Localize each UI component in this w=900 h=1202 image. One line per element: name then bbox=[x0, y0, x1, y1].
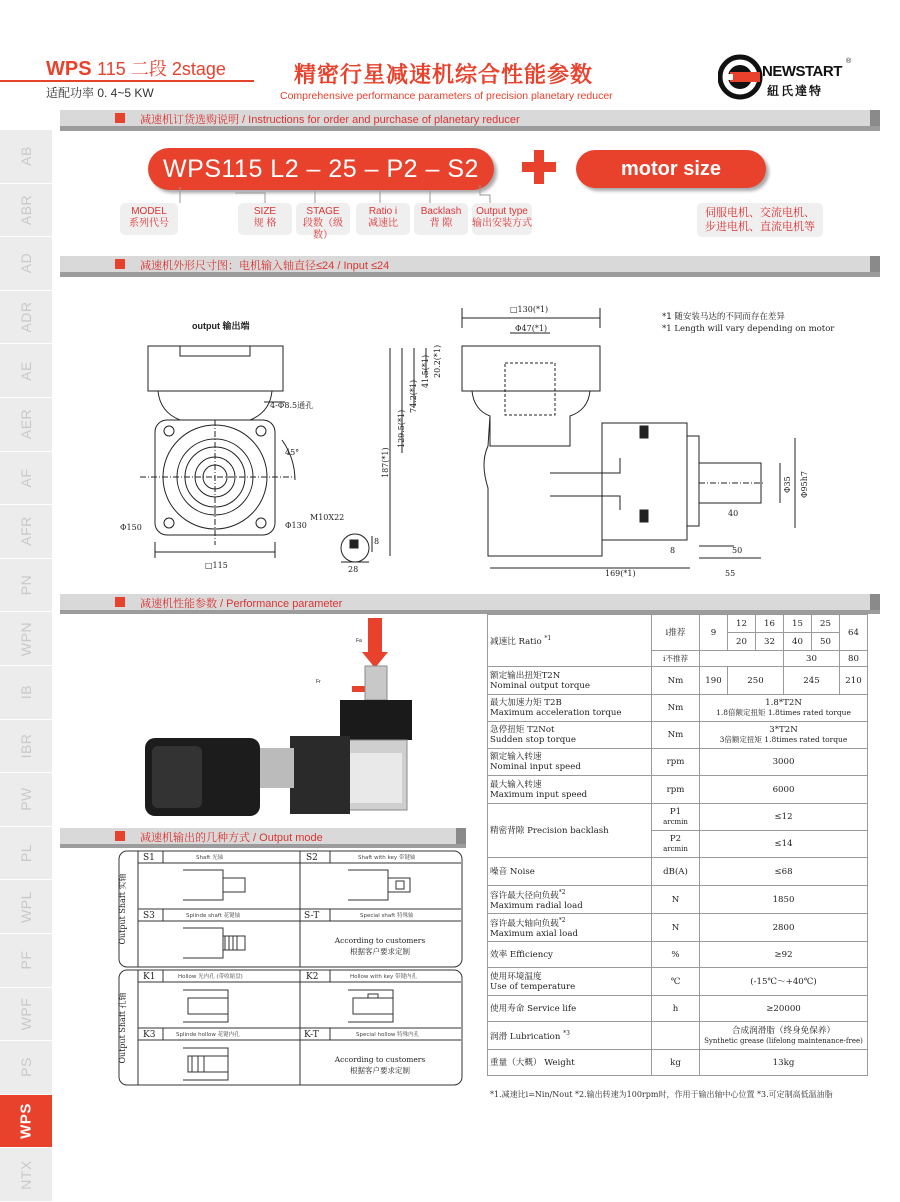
series-tab-af[interactable] bbox=[0, 452, 52, 506]
noise-value: ≤68 bbox=[700, 858, 868, 886]
ratio-16: 16 bbox=[756, 615, 784, 633]
row-axial-load bbox=[488, 914, 652, 942]
dim-129-5: 129.5(*1) bbox=[397, 409, 406, 448]
ratio-9: 9 bbox=[700, 615, 728, 651]
mode-st: S-T bbox=[304, 911, 320, 921]
stop-value: 3*T2N bbox=[769, 725, 798, 735]
dim-187: 187(*1) bbox=[381, 447, 390, 478]
ratio-80: 80 bbox=[840, 651, 868, 667]
row-nominal-speed bbox=[488, 749, 652, 776]
code-stage-en: STAGE bbox=[306, 206, 340, 217]
temp-en: Use of temperature bbox=[490, 981, 576, 992]
series-tab-label: AF bbox=[18, 468, 34, 488]
series-tab-adr[interactable] bbox=[0, 291, 52, 345]
nominal-speed-value: 3000 bbox=[700, 749, 868, 776]
key-dim-28: 28 bbox=[348, 565, 359, 574]
dim-41-5: 41.5(*1) bbox=[421, 354, 430, 388]
lube-en: Synthetic grease (lifelong maintenance-free) bbox=[704, 1036, 863, 1045]
square115-dim: □115 bbox=[205, 561, 228, 570]
square130-dim: □130(*1) bbox=[510, 305, 549, 314]
code-ratio-cn: 减速比 bbox=[368, 218, 398, 229]
series-tab-label: PF bbox=[18, 950, 34, 970]
series-tab-afr[interactable] bbox=[0, 505, 52, 559]
row-temperature bbox=[488, 968, 652, 996]
stop-torque-en: Sudden stop torque bbox=[490, 735, 576, 745]
accel-torque-value bbox=[700, 695, 868, 722]
output-end-label: output 输出端 bbox=[192, 321, 250, 331]
max-speed-en: Maximum input speed bbox=[490, 789, 588, 800]
code-backlash bbox=[414, 203, 468, 235]
code-backlash-en: Backlash bbox=[420, 206, 462, 217]
backlash-p1-value: ≤12 bbox=[700, 804, 868, 831]
i-recommended: i推荐 bbox=[652, 615, 700, 651]
backlash-label: 精密背隙 Precision backlash bbox=[488, 804, 652, 858]
section-shadow bbox=[60, 126, 880, 131]
unit-kg: kg bbox=[652, 1050, 700, 1076]
life-value: ≥20000 bbox=[700, 996, 868, 1022]
mode-k1: K1 bbox=[143, 972, 156, 982]
ratio-32: 32 bbox=[756, 633, 784, 651]
series-tab-label: ABR bbox=[18, 194, 34, 226]
plus-icon bbox=[522, 150, 556, 184]
series-tab-label: PN bbox=[18, 574, 34, 596]
axial-label: Fa bbox=[356, 638, 362, 644]
ratio-64: 64 bbox=[840, 615, 868, 651]
series-tab-pw[interactable] bbox=[0, 773, 52, 827]
row-accel-torque bbox=[488, 695, 652, 722]
model-heading: WPS 115 二段 2stage bbox=[46, 58, 226, 80]
accel-sub: 1.8倍额定扭矩 1.8times rated torque bbox=[716, 708, 851, 717]
series-tab-label: AFR bbox=[18, 516, 34, 547]
motor-size-pill: motor size bbox=[576, 150, 766, 188]
torque-250: 250 bbox=[728, 667, 784, 695]
ratio-50: 50 bbox=[812, 633, 840, 651]
series-tab-label: WPN bbox=[18, 621, 34, 656]
series-tab-label: AE bbox=[18, 360, 34, 381]
lube-cn: 合成润滑脂（终身免保养） bbox=[731, 1025, 836, 1036]
code-stage bbox=[296, 203, 350, 241]
mode-s3-desc: Splinde shaft 花键轴 bbox=[186, 913, 241, 919]
unit-empty bbox=[652, 1022, 700, 1050]
section-shadow bbox=[60, 272, 880, 277]
dim-55: 55 bbox=[725, 569, 736, 578]
ratio-text: 减速比 Ratio bbox=[490, 636, 542, 647]
unit-percent: % bbox=[652, 942, 700, 968]
mode-k1-desc: Hollow 光内孔 (带收缩盘) bbox=[178, 974, 243, 980]
dim-74-2: 74.2(*1) bbox=[409, 379, 418, 413]
series-tab-ib[interactable] bbox=[0, 666, 52, 720]
thread-dim: M10X22 bbox=[310, 513, 345, 522]
series-tab-wpn[interactable] bbox=[0, 612, 52, 666]
series-tab-pn[interactable] bbox=[0, 559, 52, 613]
code-output-en: Output type bbox=[476, 206, 528, 217]
section-order-bar bbox=[60, 110, 880, 126]
accel-torque-en: Maximum acceleration torque bbox=[490, 708, 622, 718]
series-tab-ibr[interactable] bbox=[0, 720, 52, 774]
output-mode-diagram bbox=[118, 850, 463, 1086]
p1-label: P1 bbox=[669, 807, 682, 817]
series-tab-pf[interactable] bbox=[0, 934, 52, 988]
header-rule bbox=[0, 80, 254, 82]
temp-cn: 使用环境温度 bbox=[490, 971, 542, 982]
series-tab-label: AER bbox=[18, 409, 34, 440]
code-model-cn: 系列代号 bbox=[129, 218, 169, 229]
ratio-15: 15 bbox=[784, 615, 812, 633]
unit-dba: dB(A) bbox=[652, 858, 700, 886]
stop-sub: 3倍额定扭矩 1.8times rated torque bbox=[719, 735, 848, 744]
phi130-dim: Φ130 bbox=[285, 521, 307, 530]
series-tab-label: PW bbox=[18, 787, 34, 812]
row-max-speed bbox=[488, 776, 652, 804]
radial-label: Fr bbox=[316, 679, 321, 685]
logo-wordmark: NEWSTART bbox=[762, 63, 842, 80]
mode-s2-desc: Shaft with key 带键轴 bbox=[358, 855, 416, 861]
power-range: 适配功率 0. 4~5 KW bbox=[46, 86, 154, 100]
mode-kt-desc: Special hollow 特殊内孔 bbox=[356, 1032, 420, 1038]
ratio-30: 30 bbox=[784, 651, 840, 667]
stop-torque-cn: 急停扭矩 T2Not bbox=[490, 725, 555, 735]
phi150-dim: Φ150 bbox=[120, 523, 142, 532]
axial-value: 2800 bbox=[700, 914, 868, 942]
custom-cn-1: 根据客户要求定制 bbox=[350, 947, 410, 956]
mode-k2: K2 bbox=[306, 972, 319, 982]
phi47-dim: Φ47(*1) bbox=[515, 324, 548, 333]
series-tab-wps[interactable] bbox=[0, 1095, 52, 1149]
noise-label: 噪音 Noise bbox=[488, 858, 652, 886]
mode-k3-desc: Splinde hollow 花键内孔 bbox=[176, 1032, 240, 1038]
torque-190: 190 bbox=[700, 667, 728, 695]
ratio-note: *1 bbox=[544, 635, 552, 643]
backlash-p2-value: ≤14 bbox=[700, 831, 868, 858]
model-code-pill: WPS115 L2 – 25 – P2 – S2 bbox=[148, 148, 494, 190]
motor-types-line1: 伺服电机、交流电机、 bbox=[705, 207, 815, 219]
unit-celsius: ℃ bbox=[652, 968, 700, 996]
motor-types-box bbox=[697, 203, 823, 237]
unit-rpm: rpm bbox=[652, 776, 700, 804]
nominal-torque-en: Nominal output torque bbox=[490, 680, 590, 691]
ratio-20: 20 bbox=[728, 633, 756, 651]
code-model-en: MODEL bbox=[131, 206, 167, 217]
series-tab-ps[interactable] bbox=[0, 1041, 52, 1095]
lube-label: 润滑 Lubrication bbox=[490, 1031, 561, 1042]
logo-registered: ® bbox=[846, 58, 852, 65]
unit-n: N bbox=[652, 914, 700, 942]
ratio-40: 40 bbox=[784, 633, 812, 651]
performance-table bbox=[487, 614, 868, 1076]
radial-cn: 容许最大径向负载 bbox=[490, 890, 559, 901]
mode-s3: S3 bbox=[143, 911, 155, 921]
section-output-bar bbox=[60, 828, 466, 844]
torque-245: 245 bbox=[784, 667, 840, 695]
custom-cn-2: 根据客户要求定制 bbox=[350, 1066, 410, 1075]
code-ratio-en: Ratio i bbox=[368, 206, 398, 217]
axial-cn: 容许最大轴向负载 bbox=[490, 918, 559, 929]
phi95-dim: Φ95h7 bbox=[800, 471, 809, 498]
lube-value bbox=[700, 1022, 868, 1050]
mode-s1: S1 bbox=[143, 853, 155, 863]
dim-169: 169(*1) bbox=[605, 569, 636, 578]
page-title-en: Comprehensive performance parameters of precision planetary reducer bbox=[280, 90, 613, 102]
code-stage-cn: 段数（级数） bbox=[303, 218, 343, 241]
series-tab-wpl[interactable] bbox=[0, 880, 52, 934]
series-tab-wpf[interactable] bbox=[0, 988, 52, 1042]
series-tab-column bbox=[0, 130, 52, 1202]
section-output-title: 减速机输出的几种方式 / Output mode bbox=[140, 832, 323, 844]
axial-en: Maximum axial load bbox=[490, 928, 578, 939]
series-tab-ntx[interactable] bbox=[0, 1148, 52, 1202]
backlash-p1 bbox=[652, 804, 700, 831]
unit-n: N bbox=[652, 886, 700, 914]
series-tab-label: WPL bbox=[18, 890, 34, 923]
nominal-speed-cn: 额定输入转速 bbox=[490, 752, 542, 762]
custom-en-1: According to customers bbox=[334, 936, 426, 945]
code-output-cn: 输出安装方式 bbox=[472, 218, 532, 229]
group-solid-shaft: Output Shaft 实轴 bbox=[118, 873, 127, 945]
note-cn: *1 随安装马达的不同而存在差异 bbox=[662, 312, 785, 322]
ratio-25: 25 bbox=[812, 615, 840, 633]
dim-8: 8 bbox=[670, 546, 676, 555]
torque-210: 210 bbox=[840, 667, 868, 695]
temp-value: (-15℃～+40℃) bbox=[700, 968, 868, 996]
unit-rpm: rpm bbox=[652, 749, 700, 776]
section-perf-title: 减速机性能参数 / Performance parameter bbox=[140, 598, 343, 610]
nominal-speed-en: Nominal input speed bbox=[490, 762, 581, 772]
page-title-cn: 精密行星减速机综合性能参数 bbox=[294, 62, 594, 87]
series-tab-ab[interactable] bbox=[0, 130, 52, 184]
section-shadow bbox=[60, 844, 466, 848]
side-view-drawing bbox=[370, 298, 820, 578]
section-dims-title: 减速机外形尺寸图：电机输入轴直径≤24 / Input ≤24 bbox=[140, 260, 390, 272]
mode-st-desc: Special shaft 特殊轴 bbox=[360, 913, 414, 919]
code-output bbox=[472, 203, 532, 235]
lube-note: *3 bbox=[563, 1030, 570, 1038]
life-label: 使用寿命 Service life bbox=[488, 996, 652, 1022]
code-backlash-cn: 背 隙 bbox=[429, 218, 453, 229]
hole-dim: 4-Φ8.5通孔 bbox=[270, 401, 314, 410]
weight-value: 13kg bbox=[700, 1050, 868, 1076]
code-model bbox=[120, 203, 178, 235]
unit-nm: Nm bbox=[652, 667, 700, 695]
custom-en-2: According to customers bbox=[334, 1055, 426, 1064]
backlash-p2 bbox=[652, 831, 700, 858]
series-tab-abr[interactable] bbox=[0, 184, 52, 238]
row-radial-load bbox=[488, 886, 652, 914]
series-tab-label: AB bbox=[18, 146, 34, 167]
motor-types-line2: 步进电机、直流电机等 bbox=[705, 221, 815, 233]
series-tab-aer[interactable] bbox=[0, 398, 52, 452]
section-order-title: 减速机订货选购说明 / Instructions for order and purchase of planetary reducer bbox=[140, 114, 520, 126]
i-not-recommended: i不推荐 bbox=[652, 651, 700, 667]
row-nominal-torque bbox=[488, 667, 652, 695]
radial-note: *2 bbox=[558, 889, 566, 897]
mode-k2-desc: Hollow with key 带键内孔 bbox=[350, 974, 417, 980]
arcmin-unit: arcmin bbox=[663, 818, 688, 826]
unit-h: h bbox=[652, 996, 700, 1022]
series-tab-label: ADR bbox=[18, 301, 34, 333]
mode-kt: K-T bbox=[304, 1030, 319, 1040]
axial-note: *2 bbox=[558, 917, 566, 925]
accel-torque-cn: 最大加速力矩 T2B bbox=[490, 698, 562, 708]
max-speed-value: 6000 bbox=[700, 776, 868, 804]
dim-50: 50 bbox=[732, 546, 743, 555]
p2-label: P2 bbox=[669, 834, 682, 844]
front-view-drawing bbox=[110, 290, 400, 580]
product-photo bbox=[130, 618, 460, 828]
ratio-label bbox=[488, 615, 652, 667]
group-hollow-shaft: Output Shaft 孔轴 bbox=[118, 992, 127, 1064]
mode-s2: S2 bbox=[306, 853, 318, 863]
accel-value: 1.8*T2N bbox=[765, 698, 802, 708]
mode-s1-desc: Shaft 光轴 bbox=[196, 855, 224, 861]
series-tab-label: IB bbox=[18, 685, 34, 700]
row-stop-torque bbox=[488, 722, 652, 749]
unit-nm: Nm bbox=[652, 722, 700, 749]
mode-k3: K3 bbox=[143, 1030, 156, 1040]
efficiency-value: ≥92 bbox=[700, 942, 868, 968]
dim-20-2: 20.2(*1) bbox=[433, 344, 442, 378]
radial-en: Maximum radial load bbox=[490, 900, 583, 911]
phi35-dim: Φ35 bbox=[783, 476, 792, 493]
unit-nm: Nm bbox=[652, 695, 700, 722]
series-tab-label: WPS bbox=[17, 1103, 35, 1139]
series-tab-ae[interactable] bbox=[0, 344, 52, 398]
efficiency-label: 效率 Efficiency bbox=[488, 942, 652, 968]
key-dim-8: 8 bbox=[374, 537, 380, 546]
series-tab-label: NTX bbox=[18, 1159, 34, 1190]
series-tab-label: IBR bbox=[18, 733, 34, 759]
ratio-12: 12 bbox=[728, 615, 756, 633]
footnote: *1.减速比i=Nin/Nout *2.输出转速为100rpm时，作用于输出轴中心位置 *3.可定制高低温油脂 bbox=[490, 1090, 833, 1099]
radial-value: 1850 bbox=[700, 886, 868, 914]
row-lubrication bbox=[488, 1022, 652, 1050]
arcmin-unit: arcmin bbox=[663, 845, 688, 853]
max-speed-cn: 最大输入转速 bbox=[490, 779, 542, 790]
code-size-cn: 规 格 bbox=[253, 218, 277, 229]
section-perf-bar bbox=[60, 594, 880, 610]
note-en: *1 Length will vary depending on motor bbox=[662, 324, 835, 334]
stop-torque-value bbox=[700, 722, 868, 749]
section-dims-bar bbox=[60, 256, 880, 272]
series-tab-pl[interactable] bbox=[0, 827, 52, 881]
dim-40: 40 bbox=[728, 509, 739, 518]
code-ratio bbox=[356, 203, 410, 235]
series-tab-label: PL bbox=[18, 843, 34, 863]
series-tab-label: AD bbox=[18, 253, 34, 274]
series-tab-label: WPF bbox=[18, 997, 34, 1031]
nominal-torque-cn: 额定输出扭矩T2N bbox=[490, 670, 561, 681]
series-tab-ad[interactable] bbox=[0, 237, 52, 291]
logo-cn: 紐氏達特 bbox=[767, 84, 824, 98]
series-tab-label: PS bbox=[18, 1057, 34, 1078]
code-size-en: SIZE bbox=[253, 206, 277, 217]
angle-dim: 45° bbox=[285, 448, 300, 457]
code-size bbox=[238, 203, 292, 235]
weight-label: 重量（大概） Weight bbox=[488, 1050, 652, 1076]
